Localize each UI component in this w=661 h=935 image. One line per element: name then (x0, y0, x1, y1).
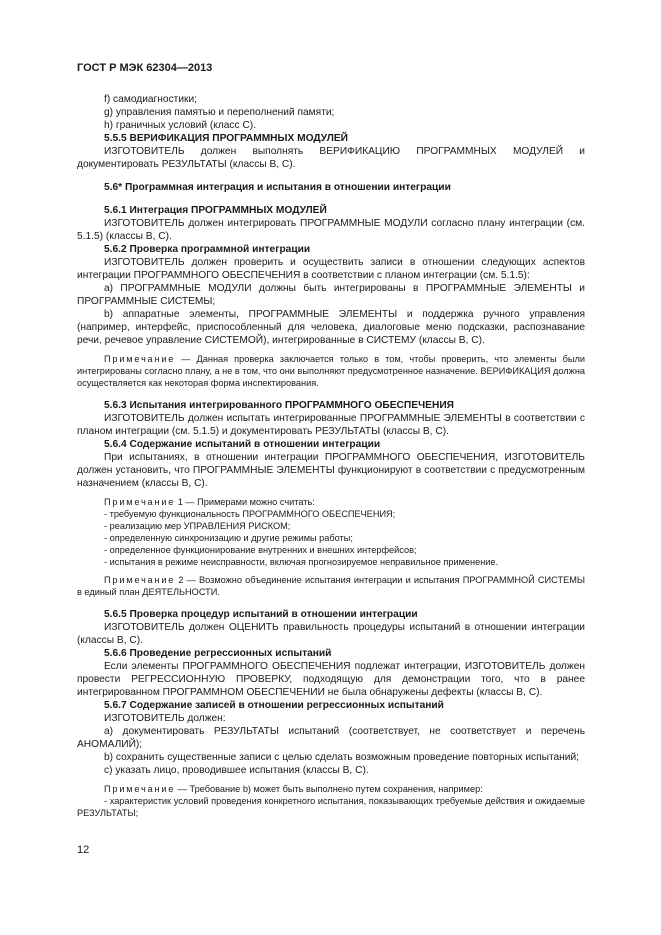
note-5-6-2 (77, 353, 585, 389)
paragraph-5-6-6: Если элементы ПРОГРАММНОГО ОБЕСПЕЧЕНИЯ подлежат интеграции, ИЗГОТОВИТЕЛЬ должен провести РЕГРЕССИОННУЮ ПРОВЕРКУ, подходящую для демонстрации того, что в ранее интегрированном ПРОГРАММНОМ ОБЕСПЕЧЕНИИ не была обнаружены дефекты (классы В, С). (77, 661, 585, 698)
heading-5-6: 5.6* Программная интеграция и испытания в отношении интеграции (104, 182, 451, 193)
note-label: Примечание (104, 784, 176, 794)
note-label: Примечание (104, 575, 176, 585)
document-body (77, 93, 585, 819)
note-5-6-7 (77, 783, 585, 795)
note-text: 2 — Возможно объединение испытания интеграции и испытания ПРОГРАММНОЙ СИСТЕМЫ в единый план ДЕЯТЕЛЬНОСТИ. (77, 575, 585, 597)
heading-5-5-5: 5.5.5 ВЕРИФИКАЦИЯ ПРОГРАММНЫХ МОДУЛЕЙ (104, 133, 349, 144)
paragraph-5-6-2-a: а) ПРОГРАММНЫЕ МОДУЛИ должны быть интегрированы в ПРОГРАММНЫЕ ЭЛЕМЕНТЫ и ПРОГРАММНЫЕ СИСТЕМЫ; (77, 283, 585, 307)
paragraph-5-6-7: ИЗГОТОВИТЕЛЬ должен: (104, 713, 226, 724)
heading-5-6-6: 5.6.6 Проведение регрессионных испытаний (104, 648, 332, 659)
list-item-h: h) граничных условий (класс С). (104, 120, 257, 131)
heading-5-6-2: 5.6.2 Проверка программной интеграции (104, 244, 311, 255)
paragraph-5-6-7-a: а) документировать РЕЗУЛЬТАТЫ испытаний (соответствует, не соответствует и перечень АНОМАЛИЙ); (77, 726, 585, 750)
paragraph-5-6-1: ИЗГОТОВИТЕЛЬ должен интегрировать ПРОГРАММНЫЕ МОДУЛИ согласно плану интеграции (см. 5.1.5) (классы В, С). (77, 218, 585, 242)
paragraph-5-5-5: ИЗГОТОВИТЕЛЬ должен выполнять ВЕРИФИКАЦИЮ ПРОГРАММНЫХ МОДУЛЕЙ и документировать РЕЗУЛЬТАТЫ (классы В, С). (77, 146, 585, 170)
note-5-6-4-1 (77, 496, 585, 508)
note-bullet: - характеристик условий проведения конкретного испытания, показывающих требуемые действия и ожидаемые РЕЗУЛЬТАТЫ; (77, 796, 585, 818)
note-bullet: - определенное функционирование внутренних и внешних интерфейсов; (104, 545, 417, 555)
note-label: Примечание (104, 497, 176, 507)
heading-5-6-5: 5.6.5 Проверка процедур испытаний в отношении интеграции (104, 609, 418, 620)
note-text: — Данная проверка заключается только в том, чтобы проверить, что элементы были интегрированы согласно плану, а не в том, что они выполняют предусмотренное назначение. ВЕРИФИКАЦИЯ должна осуществляется как некоторая форма инспектирования. (77, 354, 585, 388)
note-5-6-4-2 (77, 574, 585, 598)
list-item-f: f) самодиагностики; (104, 94, 197, 105)
document-header: ГОСТ Р МЭК 62304—2013 (77, 62, 213, 74)
note-text: — Требование b) может быть выполнено путем сохранения, например: (175, 784, 483, 794)
note-label: Примечание (104, 354, 176, 364)
note-bullet: - требуемую функциональность ПРОГРАММНОГО ОБЕСПЕЧЕНИЯ; (104, 509, 396, 519)
note-bullet: - реализацию мер УПРАВЛЕНИЯ РИСКОМ; (104, 521, 291, 531)
paragraph-5-6-2-b: b) аппаратные элементы, ПРОГРАММНЫЕ ЭЛЕМЕНТЫ и поддержка ручного управления (например, интерфейс, приспособленный для человека, диалоговые меню подсказки, распознавание речи, речевое управление СИСТЕМОЙ), интегрированные в СИСТЕМУ (классы В, С). (77, 309, 585, 346)
paragraph-5-6-7-c: c) указать лицо, проводившее испытания (классы В, С). (104, 765, 369, 776)
paragraph-5-6-2: ИЗГОТОВИТЕЛЬ должен проверить и осуществить записи в отношении следующих аспектов интеграции ПРОГРАММНОГО ОБЕСПЕЧЕНИЯ в соответствии с планом интеграции (см. 5.1.5): (77, 257, 585, 281)
heading-5-6-4: 5.6.4 Содержание испытаний в отношении интеграции (104, 439, 381, 450)
heading-5-6-3: 5.6.3 Испытания интегрированного ПРОГРАММНОГО ОБЕСПЕЧЕНИЯ (104, 400, 454, 411)
heading-5-6-1: 5.6.1 Интеграция ПРОГРАММНЫХ МОДУЛЕЙ (104, 205, 327, 216)
heading-5-6-7: 5.6.7 Содержание записей в отношении регрессионных испытаний (104, 700, 444, 711)
paragraph-5-6-4: При испытаниях, в отношении интеграции ПРОГРАММНОГО ОБЕСПЕЧЕНИЯ, ИЗГОТОВИТЕЛЬ должен установить, что ПРОГРАММНЫЕ ЭЛЕМЕНТЫ функционируют в соответствии с предусмотренным назначением (классы В, С). (77, 452, 585, 489)
paragraph-5-6-5: ИЗГОТОВИТЕЛЬ должен ОЦЕНИТЬ правильность процедуры испытаний в отношении интеграции (классы В, С). (77, 622, 585, 646)
note-bullet: - испытания в режиме неисправности, включая прогнозируемое неправильное применение. (104, 557, 499, 567)
paragraph-5-6-7-b: b) сохранить существенные записи с целью сделать возможным проведение повторных испытаний; (104, 752, 580, 763)
list-item-g: g) управления памятью и переполнений памяти; (104, 107, 335, 118)
paragraph-5-6-3: ИЗГОТОВИТЕЛЬ должен испытать интегрированные ПРОГРАММНЫЕ ЭЛЕМЕНТЫ в соответствии с планом интеграции (см. 5.1.5) и документировать РЕЗУЛЬТАТЫ (классы В, С). (77, 413, 585, 437)
page-number: 12 (77, 844, 90, 856)
note-bullet: - определенную синхронизацию и другие режимы работы; (104, 533, 353, 543)
note-text: 1 — Примерами можно считать: (175, 497, 315, 507)
